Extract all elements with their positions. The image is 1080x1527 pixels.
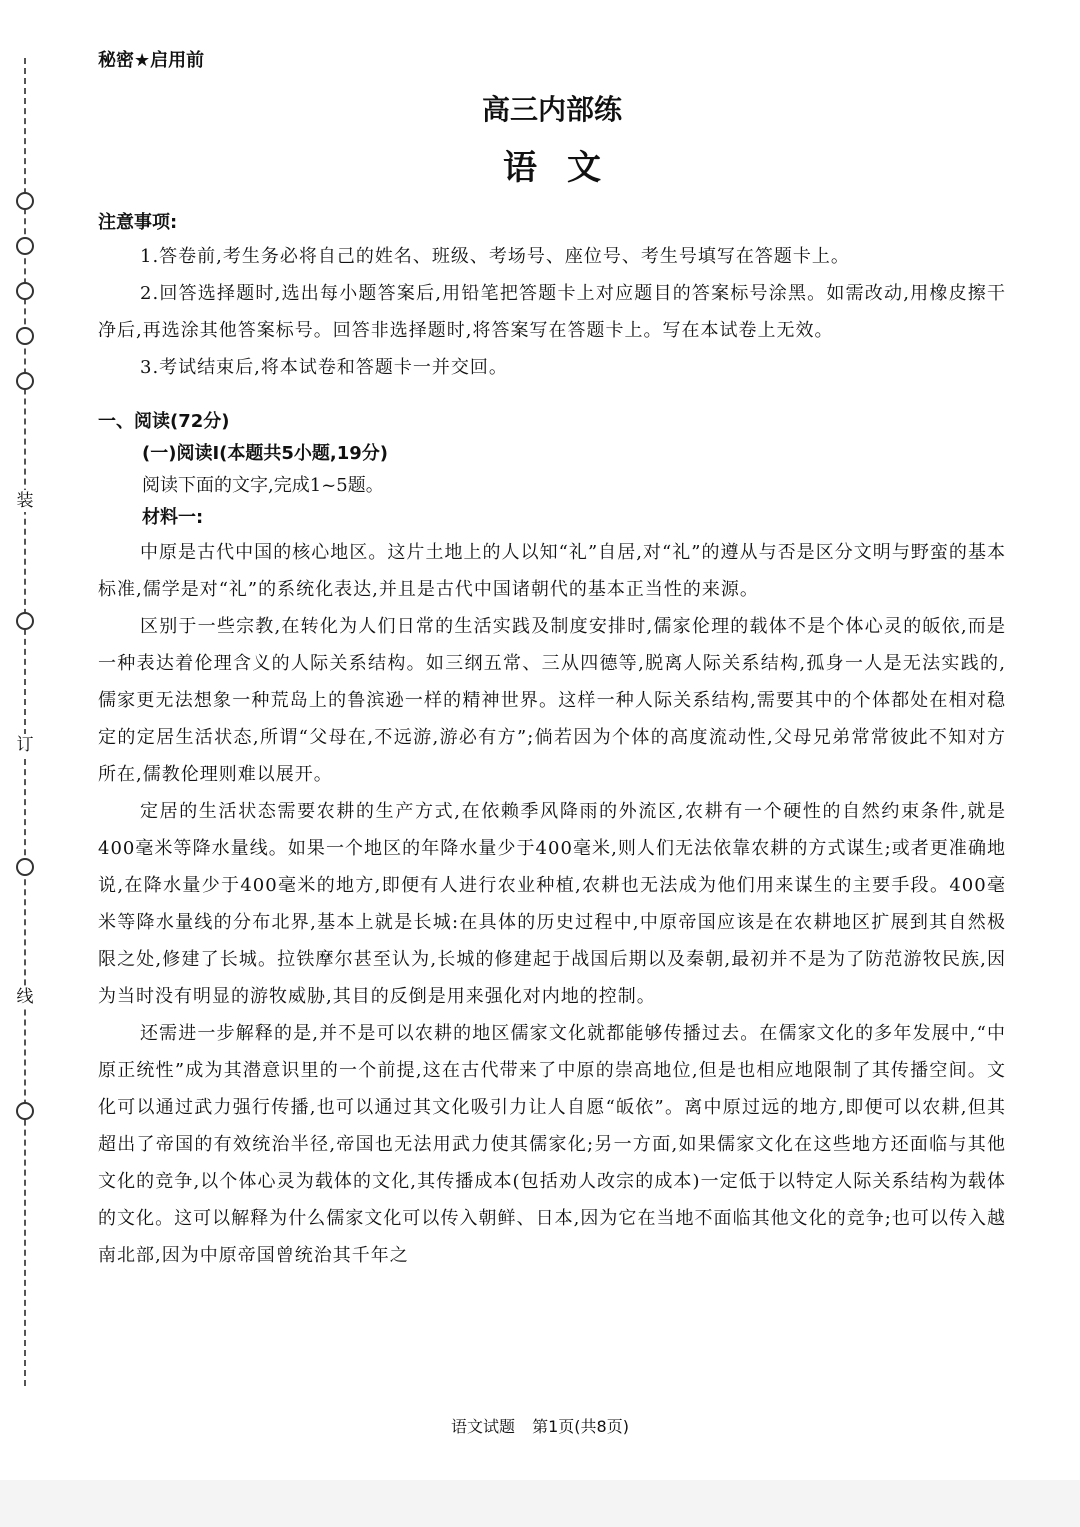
binding-dashed-line: [24, 58, 26, 1386]
passage-paragraph: 定居的生活状态需要农耕的生产方式,在依赖季风降雨的外流区,农耕有一个硬性的自然约束条件,就是400毫米等降水量线。如果一个地区的年降水量少于400毫米,则人们无法依靠农耕的方式谋生;或者更准确地说,在降水量少于400毫米的地方,即便有人进行农业种植,农耕也无法成为他们用来谋生的主要手段。400毫米等降水量线的分布北界,基本上就是长城:在具体的历史过程中,中原帝国应该是在农耕地区扩展到其自然极限之处,修建了长城。拉铁摩尔甚至认为,长城的修建起于战国后期以及秦朝,最初并不是为了防范游牧民族,因为当时没有明显的游牧威胁,其目的反倒是用来强化对内地的控制。: [98, 801, 1006, 1007]
passage-paragraph: 中原是古代中国的核心地区。这片土地上的人以知“礼”自居,对“礼”的遵从与否是区分文明与野蛮的基本标准,儒学是对“礼”的系统化表达,并且是古代中国诸朝代的基本正当性的来源。: [98, 542, 1006, 600]
margin-char-xian: 线: [14, 986, 36, 1008]
bottom-shade: [0, 1480, 1080, 1527]
exam-page-content: [98, 46, 1006, 1274]
binding-hole-icon: [16, 327, 34, 345]
binding-hole-icon: [16, 858, 34, 876]
notice-heading: 注意事项:: [98, 212, 178, 233]
notice-item: 1.答卷前,考生务必将自己的姓名、班级、考场号、座位号、考生号填写在答题卡上。: [140, 246, 850, 267]
binding-hole-icon: [16, 372, 34, 390]
passage-paragraph: 区别于一些宗教,在转化为人们日常的生活实践及制度安排时,儒家伦理的载体不是个体心灵的皈依,而是一种表达着伦理含义的人际关系结构。如三纲五常、三从四德等,脱离人际关系结构,孤身一人是无法实践的,儒家更无法想象一种荒岛上的鲁滨逊一样的精神世界。这样一种人际关系结构,需要其中的个体都处在相对稳定的定居生活状态,所谓“父母在,不远游,游必有方”;倘若因为个体的高度流动性,父母兄弟常常彼此不知对方所在,儒教伦理则难以展开。: [98, 616, 1006, 785]
reading-instruction: 阅读下面的文字,完成1~5题。: [142, 475, 384, 496]
secret-label: 秘密★启用前: [98, 50, 205, 71]
margin-char-zhuang: 装: [14, 490, 36, 512]
footer-page-info: 第1页(共8页): [532, 1417, 629, 1436]
binding-hole-icon: [16, 237, 34, 255]
page-footer: [0, 1414, 1080, 1437]
margin-char-ding: 订: [14, 734, 36, 756]
sub-section-heading: (一)阅读Ⅰ(本题共5小题,19分): [142, 443, 389, 464]
notice-item: 3.考试结束后,将本试卷和答题卡一并交回。: [140, 357, 508, 378]
binding-hole-icon: [16, 282, 34, 300]
passage-paragraph: 还需进一步解释的是,并不是可以农耕的地区儒家文化就都能够传播过去。在儒家文化的多年发展中,“中原正统性”成为其潜意识里的一个前提,这在古代带来了中原的崇高地位,但是也相应地限制了其传播空间。文化可以通过武力强行传播,也可以通过其文化吸引力让人自愿“皈依”。离中原过远的地方,即便可以农耕,但其超出了帝国的有效统治半径,帝国也无法用武力使其儒家化;另一方面,如果儒家文化在这些地方还面临与其他文化的竞争,以个体心灵为载体的文化,其传播成本(包括劝人改宗的成本)一定低于以特定人际关系结构为载体的文化。这可以解释为什么儒家文化可以传入朝鲜、日本,因为它在当地不面临其他文化的竞争;也可以传入越南北部,因为中原帝国曾统治其千年之: [98, 1023, 1006, 1266]
binding-hole-icon: [16, 1102, 34, 1120]
section-heading: 一、阅读(72分): [98, 411, 230, 432]
subject-title: 语文: [503, 148, 631, 188]
binding-hole-icon: [16, 192, 34, 210]
notice-item: 2.回答选择题时,选出每小题答案后,用铅笔把答题卡上对应题目的答案标号涂黑。如需改动,用橡皮擦干净后,再选涂其他答案标号。回答非选择题时,将答案写在答题卡上。写在本试卷上无效。: [98, 283, 1006, 341]
material-label: 材料一:: [142, 507, 204, 528]
exam-title: 高三内部练: [481, 93, 622, 126]
footer-exam-name: 语文试题: [451, 1417, 516, 1436]
binding-hole-icon: [16, 612, 34, 630]
